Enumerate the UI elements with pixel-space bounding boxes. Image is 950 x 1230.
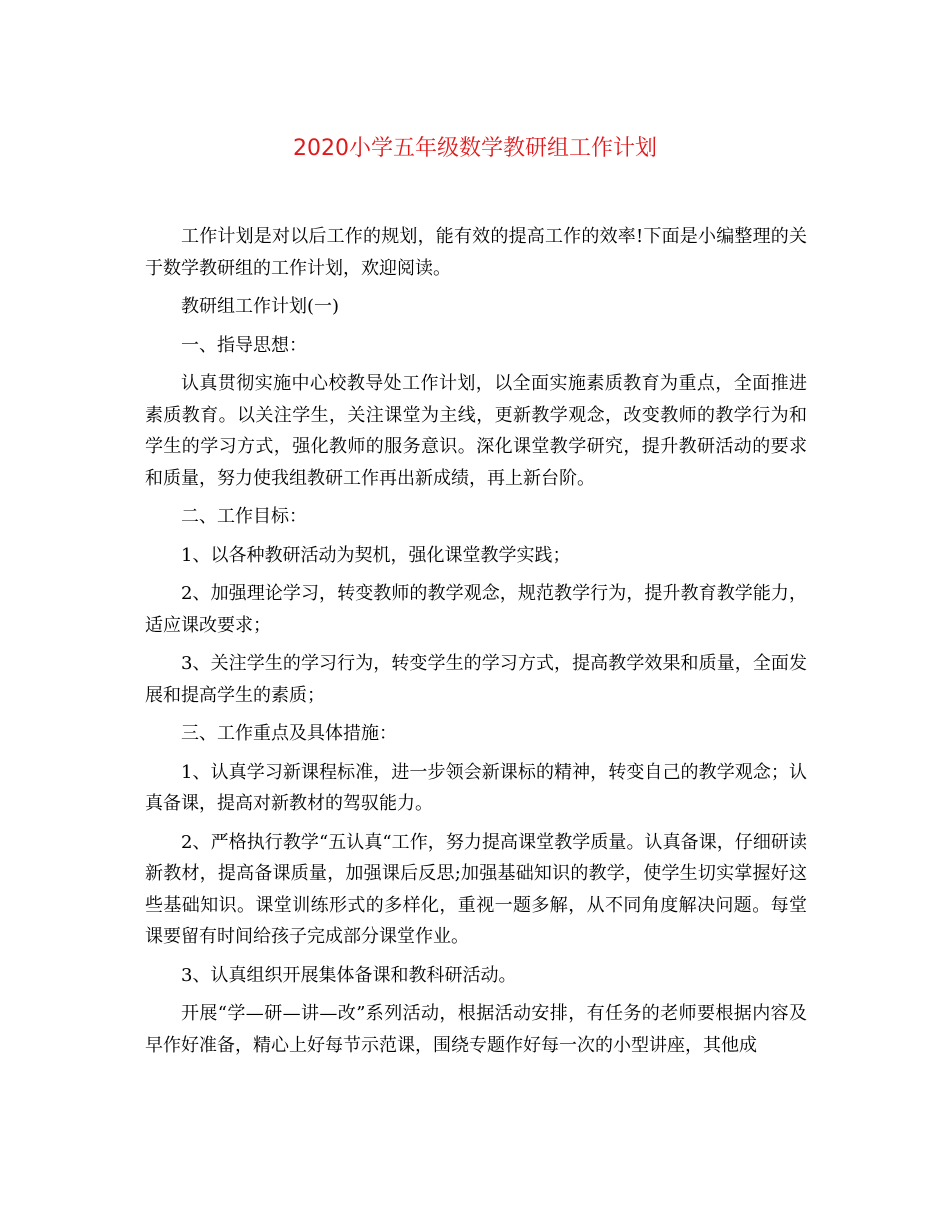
measure-item-1: 1、认真学习新课程标准，进一步领会新课标的精神，转变自己的教学观念；认真备课，提高对新教材的驾驭能力。 <box>145 761 807 814</box>
document-title: 2020小学五年级数学教研组工作计划 <box>293 136 657 161</box>
section-heading-guiding-thought: 一、指导思想： <box>181 334 307 356</box>
document-body <box>145 221 807 1068</box>
paragraph-guiding-thought: 认真贯彻实施中心校教导处工作计划，以全面实施素质教育为重点，全面推进素质教育。以关注学生，关注课堂为主线，更新教学观念，改变教师的教学行为和学生的学习方式，强化教师的服务意识。深化课堂教学研究，提升教研活动的要求和质量，努力使我组教研工作再出新成绩，再上新台阶。 <box>145 373 807 489</box>
paragraph-activities: 开展“学—研—讲—改”系列活动，根据活动安排，有任务的老师要根据内容及早作好准备，精心上好每节示范课，围绕专题作好每一次的小型讲座，其他成 <box>145 1003 807 1056</box>
section-heading-work-goals: 二、工作目标： <box>181 506 307 527</box>
goal-item-2: 2、加强理论学习，转变教师的教学观念，规范教学行为，提升教育教学能力，适应课改要求； <box>145 583 807 636</box>
measure-item-2: 2、严格执行教学“五认真“工作，努力提高课堂教学质量。认真备课，仔细研读新教材，提高备课质量，加强课后反思;加强基础知识的教学，使学生切实掌握好这些基础知识。课堂训练形式的多样化，重视一题多解，从不同角度解决问题。每堂课要留有时间给孩子完成部分课堂作业。 <box>145 831 807 947</box>
measure-item-3: 3、认真组织开展集体备课和教科研活动。 <box>181 964 517 986</box>
goal-item-3: 3、关注学生的学习行为，转变学生的学习方式，提高教学效果和质量，全面发展和提高学生的素质； <box>145 653 807 706</box>
paragraph-plan-heading: 教研组工作计划(一) <box>181 296 340 317</box>
paragraph-intro: 工作计划是对以后工作的规划，能有效的提高工作的效率!下面是小编整理的关于数学教研组的工作计划，欢迎阅读。 <box>145 226 807 279</box>
goal-item-1: 1、以各种教研活动为契机，强化课堂教学实践； <box>181 544 571 566</box>
section-heading-key-measures: 三、工作重点及具体措施： <box>181 723 397 744</box>
